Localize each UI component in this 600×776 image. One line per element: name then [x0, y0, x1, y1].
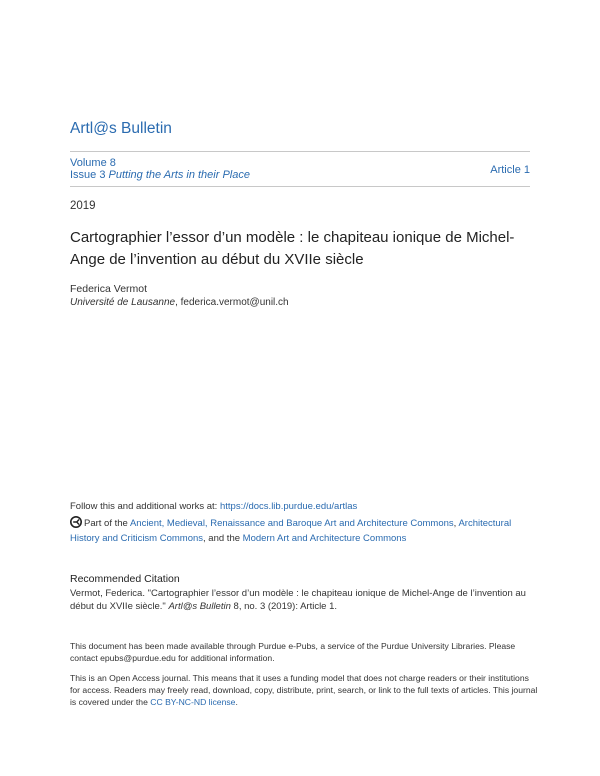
top-divider: [70, 151, 530, 152]
commons-link-architectural-history[interactable]: Architectural History and Criticism Commons: [70, 518, 512, 544]
availability-notice: This document has been made available through Purdue e-Pubs, a service of the Purdue University Libraries. Please contact epubs@purdue.edu for additional information.: [70, 641, 516, 663]
commons-network-icon: [70, 516, 82, 528]
open-access-text: This is an Open Access journal. This means that it uses a funding model that does not charge readers or their institutions for access. Readers may freely read, download, copy, distribute, print, search, or link to the full texts of articles. This journal is covered under the: [70, 673, 538, 707]
journal-name[interactable]: Artl@s Bulletin: [70, 120, 172, 137]
issue-number: Issue 3: [70, 169, 106, 181]
bottom-divider: [70, 186, 530, 187]
author-name: Federica Vermot: [70, 283, 148, 295]
issue-link[interactable]: [70, 169, 250, 182]
commons-link-modern-art[interactable]: Modern Art and Architecture Commons: [242, 533, 407, 544]
author-affiliation: [70, 297, 289, 308]
author-email: , federica.vermot@unil.ch: [175, 297, 289, 308]
commons-link-ancient-medieval[interactable]: Ancient, Medieval, Renaissance and Baroque Art and Architecture Commons: [129, 518, 454, 529]
citation-heading: Recommended Citation: [70, 573, 180, 585]
citation-text: [70, 587, 540, 613]
follow-text: Follow this and additional works at:: [70, 501, 220, 512]
citation-before: Vermot, Federica. "Cartographier l’essor d’un modèle : le chapiteau ionique de Michel-Ange de l’invention au début du XVIIe siècle.": [70, 588, 526, 612]
follow-line: [70, 499, 357, 514]
affiliation-name: Université de Lausanne: [70, 297, 176, 308]
collection-link[interactable]: https://docs.lib.purdue.edu/artlas: [219, 501, 358, 512]
citation-after: 8, no. 3 (2019): Article 1.: [230, 601, 338, 612]
issue-title: Putting the Arts in their Place: [108, 169, 250, 181]
open-access-end: .: [235, 697, 238, 707]
article-title: Cartographier l’essor d’un modèle : le chapiteau ionique de Michel-Ange de l’invention au début du XVIIe siècle: [70, 229, 515, 268]
article-link[interactable]: Article 1: [490, 164, 530, 176]
open-access-notice: [70, 672, 540, 708]
citation-journal: Artl@s Bulletin: [168, 601, 231, 612]
publication-year: 2019: [70, 200, 96, 212]
part-of-sep2: , and the: [203, 533, 243, 544]
part-of-prefix: Part of the: [84, 518, 130, 529]
volume-link[interactable]: Volume 8: [70, 157, 116, 169]
license-link[interactable]: CC BY-NC-ND license: [150, 697, 236, 707]
part-of-sep1: ,: [453, 518, 459, 529]
part-of-line: [70, 516, 540, 546]
